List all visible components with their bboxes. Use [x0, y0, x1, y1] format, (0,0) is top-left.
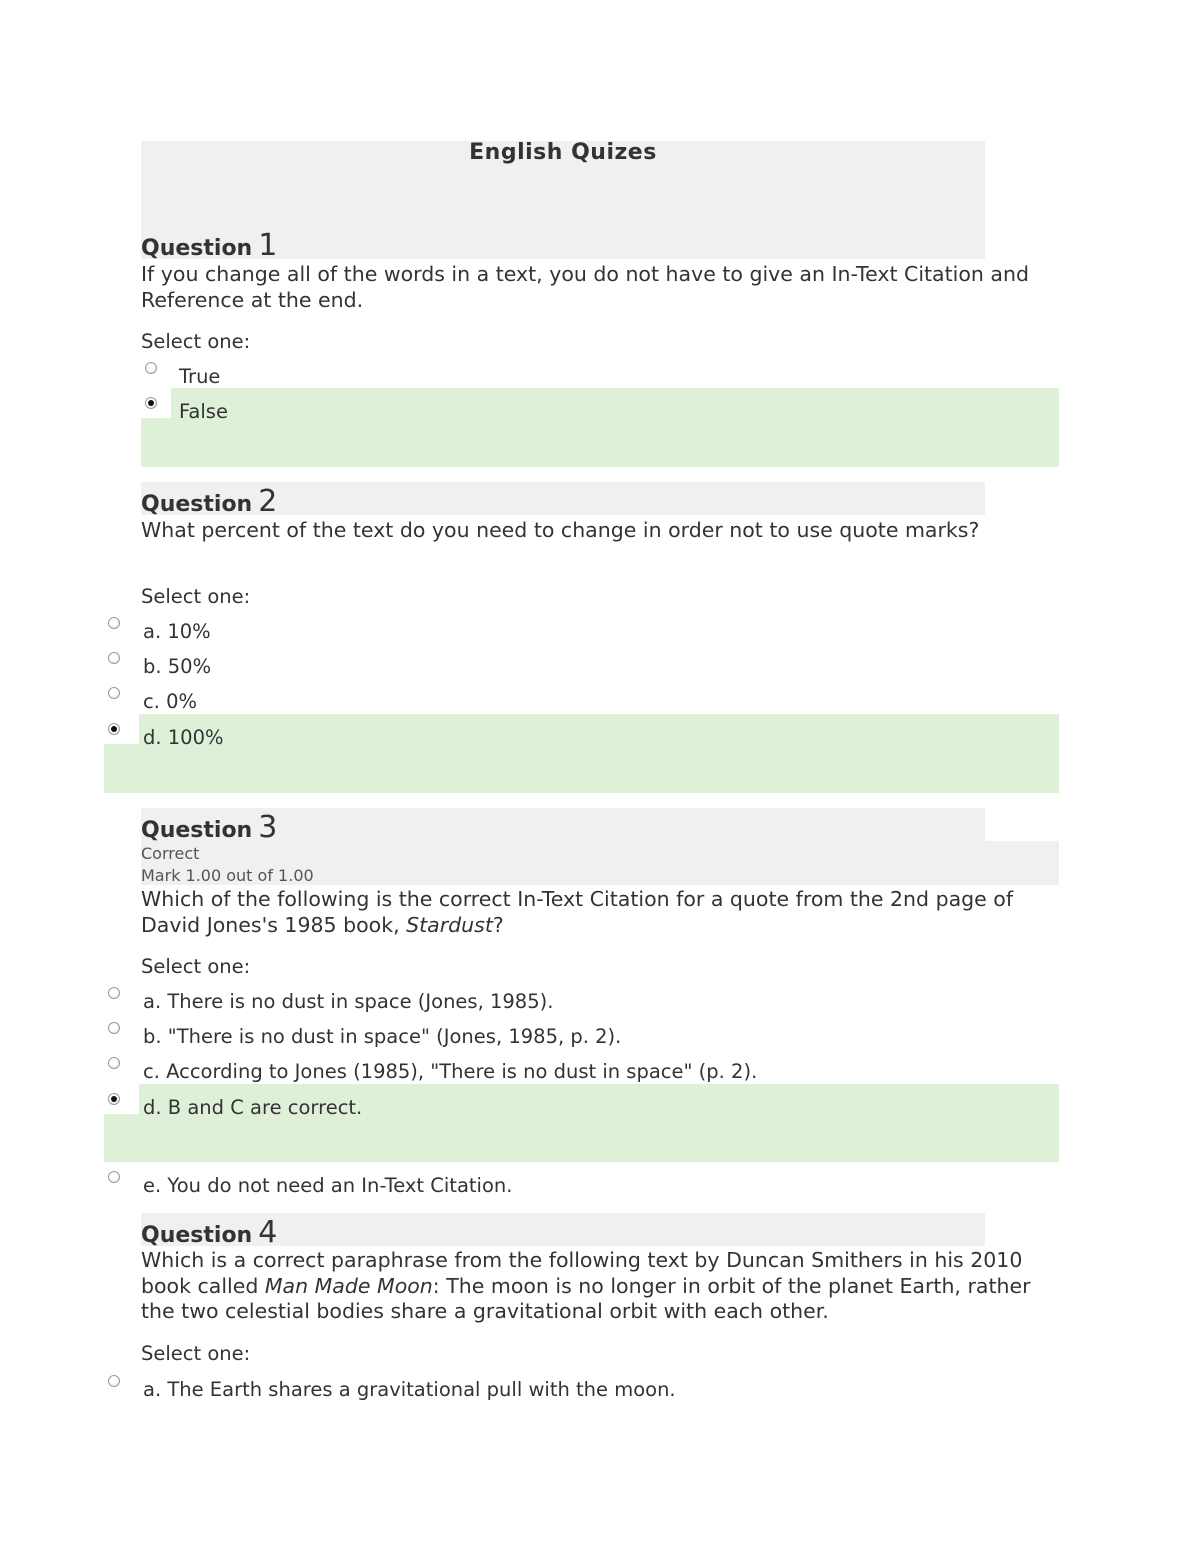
question-label: Question	[141, 492, 253, 517]
question-3-text	[141, 887, 1041, 938]
radio-option-c[interactable]	[108, 687, 120, 699]
question-3-heading	[141, 810, 277, 845]
question-number: 2	[258, 484, 278, 519]
question-label: Question	[141, 1223, 253, 1248]
book-title: Man Made Moon	[264, 1273, 433, 1298]
radio-option-b[interactable]	[108, 652, 120, 664]
question-1-text: If you change all of the words in a text, you do not have to give an In-Text Citation and Reference at the end.	[141, 262, 1029, 312]
option-a-label[interactable]: a. The Earth shares a gravitational pull with the moon.	[143, 1378, 676, 1401]
radio-option-a[interactable]	[108, 987, 120, 999]
radio-true[interactable]	[145, 362, 157, 374]
question-text-part: Which of the following is the correct In-Text Citation for a quote from the 2nd page of David Jones's 1985 book,	[141, 887, 1014, 937]
radio-option-d[interactable]	[108, 723, 120, 735]
option-d-label[interactable]: d. 100%	[143, 726, 224, 749]
radio-option-d[interactable]	[108, 1093, 120, 1105]
question-number: 1	[258, 228, 278, 263]
question-label: Question	[141, 236, 253, 261]
radio-option-b[interactable]	[108, 1022, 120, 1034]
selected-answer-highlight	[141, 388, 1059, 467]
question-status: Correct	[141, 844, 200, 863]
question-text-part: Which is a correct paraphrase from the following text by Duncan Smithers in his 2010 book called	[141, 1248, 1023, 1298]
option-a-label[interactable]: a. There is no dust in space (Jones, 1985).	[143, 990, 554, 1013]
option-b-label[interactable]: b. "There is no dust in space" (Jones, 1985, p. 2).	[143, 1025, 622, 1048]
question-4-text	[141, 1248, 1061, 1325]
select-one-label: Select one:	[141, 330, 251, 353]
option-e-label[interactable]: e. You do not need an In-Text Citation.	[143, 1174, 513, 1197]
select-one-label: Select one:	[141, 955, 251, 978]
radio-option-e[interactable]	[108, 1171, 120, 1183]
question-text-part: ?	[492, 912, 504, 937]
option-d-label[interactable]: d. B and C are correct.	[143, 1096, 363, 1119]
question-label: Question	[141, 818, 253, 843]
option-a-label[interactable]: a. 10%	[143, 620, 211, 643]
question-number: 4	[258, 1215, 278, 1250]
question-mark: Mark 1.00 out of 1.00	[141, 866, 314, 885]
radio-option-c[interactable]	[108, 1057, 120, 1069]
option-false-label[interactable]: False	[179, 400, 228, 423]
book-title: Stardust	[406, 912, 493, 937]
select-one-label: Select one:	[141, 585, 251, 608]
option-true-label[interactable]: True	[179, 365, 221, 388]
option-b-label[interactable]: b. 50%	[143, 655, 212, 678]
option-c-label[interactable]: c. According to Jones (1985), "There is no dust in space" (p. 2).	[143, 1060, 758, 1083]
radio-option-a[interactable]	[108, 617, 120, 629]
question-2-heading	[141, 484, 277, 519]
select-one-label: Select one:	[141, 1342, 251, 1365]
question-1-heading	[141, 228, 277, 263]
option-c-label[interactable]: c. 0%	[143, 690, 198, 713]
radio-option-a[interactable]	[108, 1375, 120, 1387]
selected-answer-highlight	[104, 714, 1059, 793]
question-2-text: What percent of the text do you need to change in order not to use quote marks?	[141, 518, 980, 542]
question-number: 3	[258, 810, 278, 845]
question-4-heading	[141, 1215, 277, 1250]
page-title: English Quizes	[469, 140, 657, 165]
radio-false[interactable]	[145, 397, 157, 409]
question-text-part: : The moon is no longer in orbit of the planet Earth, rather the two celestial bodies share a gravitational orbit with each other.	[141, 1273, 1031, 1323]
